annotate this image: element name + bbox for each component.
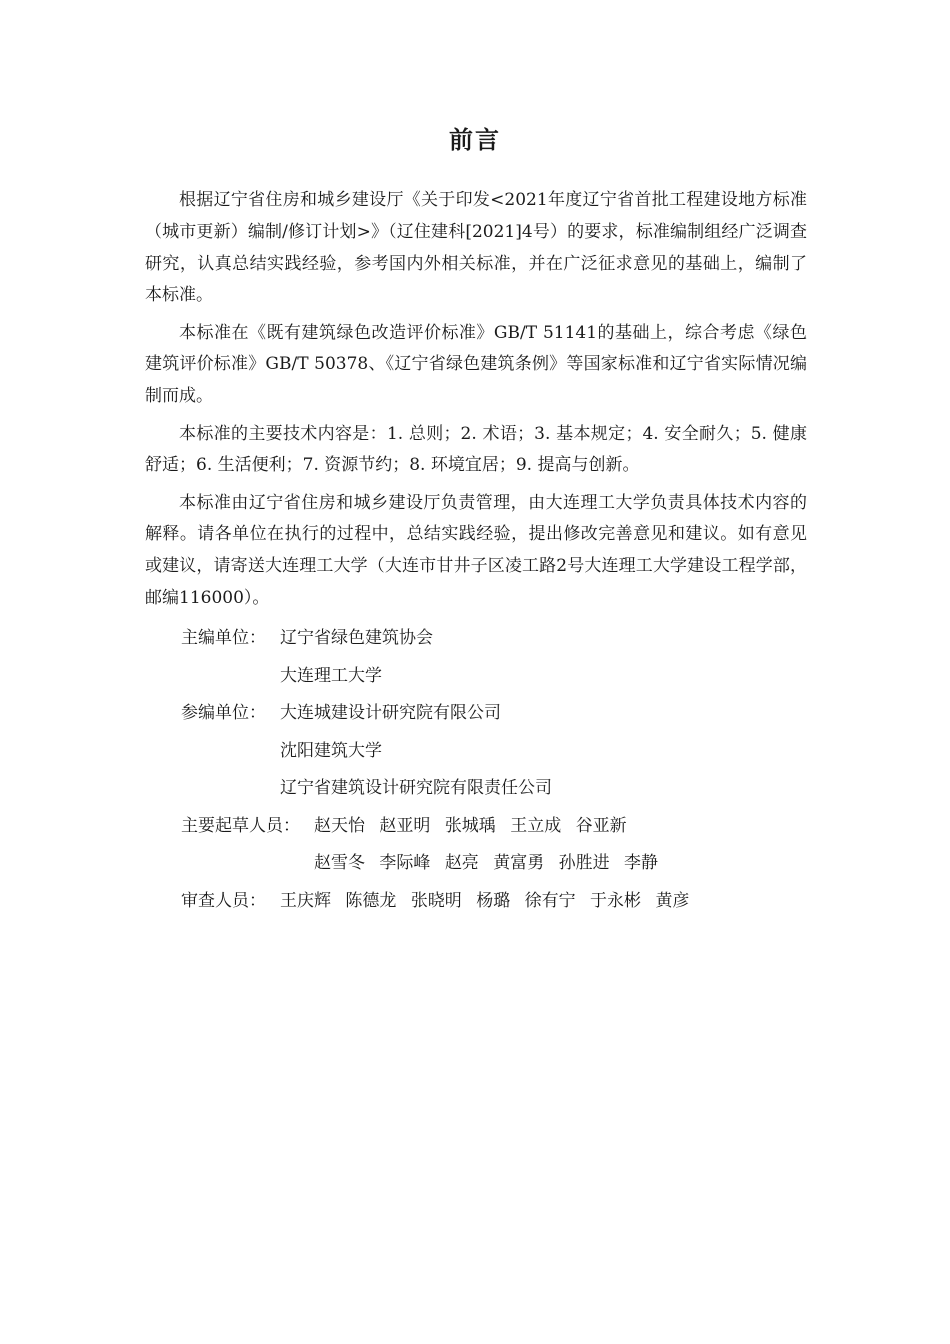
drafter-name: 赵雪冬	[314, 853, 365, 874]
participating-unit-row	[145, 770, 807, 808]
participating-unit-item: 辽宁省建筑设计研究院有限责任公司	[280, 778, 552, 799]
drafters-label: 主要起草人员：	[181, 815, 300, 836]
participating-units-block	[145, 695, 807, 808]
drafter-name: 李际峰	[379, 853, 431, 874]
chief-unit-row	[145, 658, 807, 696]
reviewers-label: 审查人员：	[181, 890, 266, 911]
reviewers-block	[145, 883, 807, 921]
paragraph-basis: 根据辽宁省住房和城乡建设厅《关于印发<2021年度辽宁省首批工程建设地方标准（城市更新）编制/修订计划>》（辽住建科[2021]4号）的要求，标准编制组经广泛调查研究，认真总结实践经验，参考国内外相关标准，并在广泛征求意见的基础上，编制了本标准。	[145, 190, 807, 306]
participating-unit-row	[145, 695, 807, 733]
drafter-name: 赵天怡	[314, 815, 365, 836]
page-title: 前言	[449, 126, 501, 154]
drafter-name: 孙胜进	[558, 853, 610, 874]
drafter-name: 李静	[624, 853, 659, 874]
paragraph-reference: 本标准在《既有建筑绿色改造评价标准》GB/T 51141的基础上，综合考虑《绿色建筑评价标准》GB/T 50378、《辽宁省绿色建筑条例》等国家标准和辽宁省实际情况编制而成。	[145, 322, 807, 407]
drafter-name: 赵亚明	[379, 815, 431, 836]
document-body	[145, 185, 807, 920]
participating-unit-row	[145, 733, 807, 771]
drafter-name: 赵亮	[444, 853, 479, 874]
chief-unit-item: 辽宁省绿色建筑协会	[280, 628, 433, 649]
reviewer-name: 杨璐	[476, 890, 511, 911]
reviewer-name: 徐有宁	[524, 890, 576, 911]
drafters-row	[145, 845, 807, 883]
participating-unit-item: 沈阳建筑大学	[280, 740, 382, 761]
participating-unit-item: 大连城建设计研究院有限公司	[280, 703, 501, 724]
chief-units-block	[145, 620, 807, 695]
chief-units-label: 主编单位：	[181, 628, 266, 649]
drafters-row	[145, 808, 807, 846]
drafter-name: 张城瑀	[444, 815, 496, 836]
reviewer-name: 黄彦	[655, 890, 690, 911]
drafter-name: 王立成	[510, 815, 562, 836]
reviewer-name: 张晓明	[410, 890, 462, 911]
reviewers-row	[145, 883, 807, 921]
reviewer-name: 陈德龙	[345, 890, 397, 911]
drafters-block	[145, 808, 807, 883]
reviewer-name: 王庆辉	[280, 890, 331, 911]
drafter-name: 黄富勇	[493, 853, 545, 874]
chief-unit-item: 大连理工大学	[280, 665, 382, 686]
paragraph-contents: 本标准的主要技术内容是：1. 总则；2. 术语；3. 基本规定；4. 安全耐久；5. 健康舒适；6. 生活便利；7. 资源节约；8. 环境宜居；9. 提高与创新。	[145, 423, 807, 476]
paragraph-management: 本标准由辽宁省住房和城乡建设厅负责管理，由大连理工大学负责具体技术内容的解释。请各单位在执行的过程中，总结实践经验，提出修改完善意见和建议。如有意见或建议，请寄送大连理工大学（大连市甘井子区凌工路2号大连理工大学建设工程学部，邮编116000）。	[145, 492, 807, 609]
drafter-name: 谷亚新	[575, 815, 627, 836]
chief-unit-row	[145, 620, 807, 658]
participating-units-label: 参编单位：	[181, 703, 266, 724]
reviewer-name: 于永彬	[590, 890, 642, 911]
